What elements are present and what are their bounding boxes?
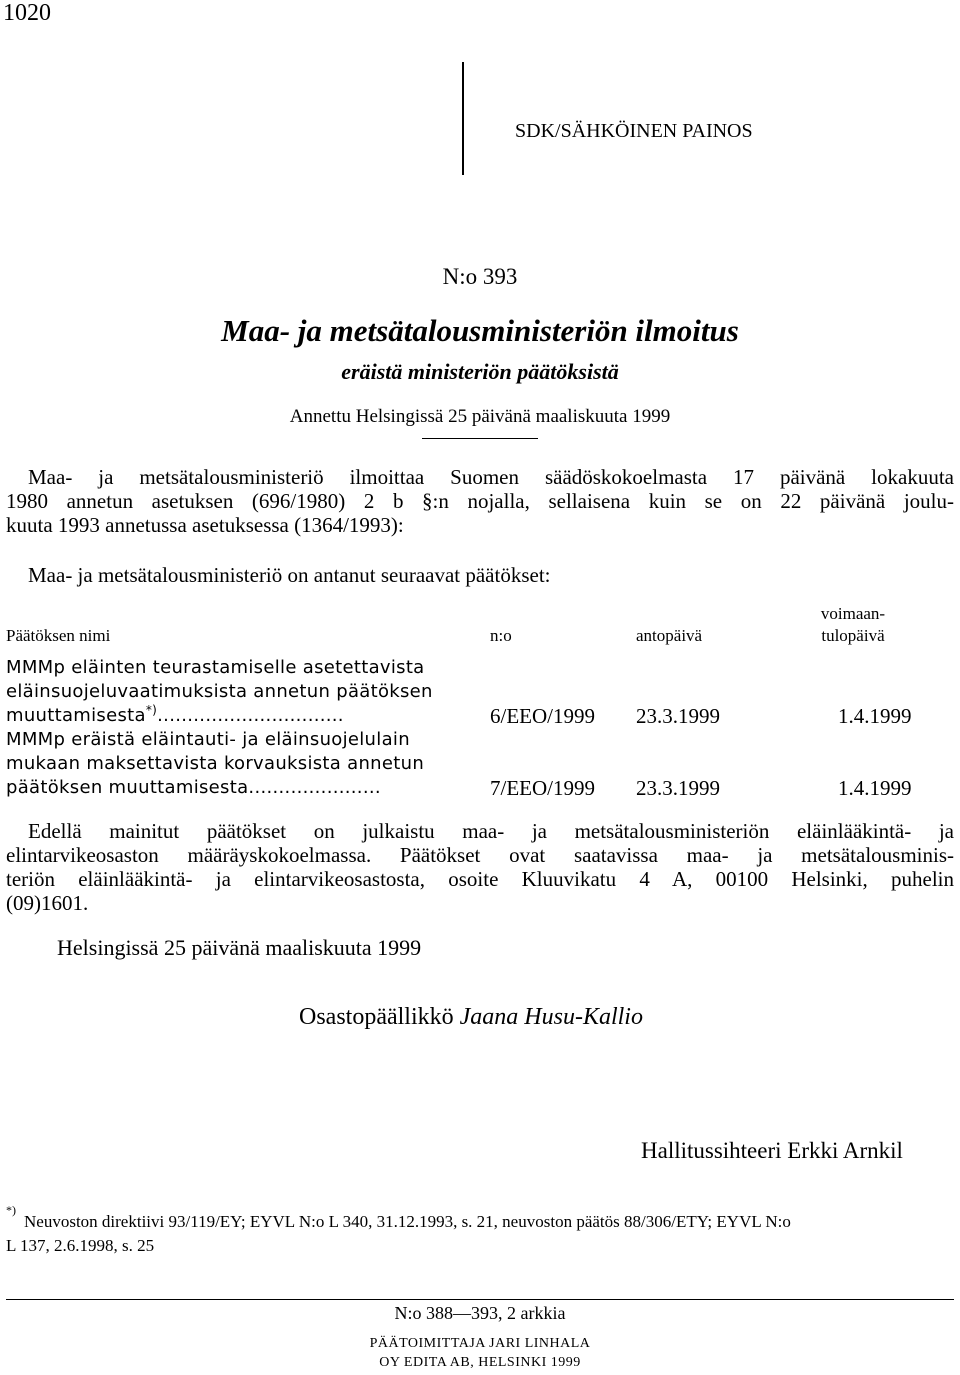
row-name-line: MMMp eläinten teurastamiselle asetettavista [6, 657, 425, 678]
footnote-line: Neuvoston direktiivi 93/119/EY; EYVL N:o L 340, 31.12.1993, s. 21, neuvoston päätös 88/306/ETY; EYVL N:o [24, 1212, 791, 1231]
document-title: Maa- ja metsätalousministeriön ilmoitus [221, 313, 739, 348]
document-subtitle: eräistä ministeriön päätöksistä [341, 359, 619, 384]
given-date: Annettu Helsingissä 25 päivänä maaliskuuta 1999 [289, 406, 671, 427]
row-name-line: muuttamisesta [6, 705, 146, 726]
dot-leader: ............................... [157, 705, 344, 726]
table-header-effective [808, 603, 898, 647]
table-header-name: Päätöksen nimi [6, 626, 111, 645]
row-name-line: päätöksen muuttamisesta [6, 777, 249, 798]
table-row-name [6, 728, 466, 800]
table-header-effective-line2: tulopäivä [821, 626, 885, 645]
closing-paragraph [6, 819, 954, 915]
place-and-date: Helsingissä 25 päivänä maaliskuuta 1999 [57, 935, 422, 960]
footer-rule [6, 1299, 954, 1300]
intro-paragraph [6, 465, 954, 537]
closing-line: Edellä mainitut päätökset on julkaistu maa- ja metsätalousministeriön eläinlääkintä- ja [28, 819, 954, 843]
statute-number: N:o 393 [442, 264, 518, 289]
signatory-title: Osastopäällikkö [299, 1004, 454, 1030]
footnote-mark: *) [6, 1203, 16, 1217]
intro-line: kuuta 1993 annetussa asetuksessa (1364/1993): [6, 513, 404, 537]
title-divider [422, 438, 538, 439]
row-name-line: eläinsuojeluvaatimuksista annetun päätöksen [6, 681, 433, 702]
signature-secondary: Hallitussihteeri Erkki Arnkil [641, 1138, 903, 1163]
intro-line: 1980 annetun asetuksen (696/1980) 2 b §:n nojalla, sellaisena kuin se on 22 päivänä joulu- [6, 489, 954, 513]
printer-line: OY EDITA AB, HELSINKI 1999 [379, 1355, 581, 1370]
table-cell-effective: 1.4.1999 [838, 704, 912, 728]
table-cell-issued: 23.3.1999 [636, 776, 720, 800]
footnote-reference: *) [145, 703, 158, 717]
sheet-info: N:o 388—393, 2 arkkia [394, 1303, 566, 1323]
intro-line: Maa- ja metsätalousministeriö ilmoittaa Suomen säädöskokoelmasta 17 päivänä lokakuuta [28, 465, 954, 489]
table-header-effective-line1: voimaan- [820, 604, 886, 623]
margin-vertical-rule [462, 62, 464, 175]
dot-leader: ...................... [248, 777, 381, 798]
table-header-number: n:o [490, 626, 512, 645]
table-cell-number: 7/EEO/1999 [490, 776, 595, 800]
signature-primary [299, 1004, 643, 1031]
editor-line: PÄÄTOIMITTAJA JARI LINHALA [369, 1336, 591, 1351]
intro-statement [6, 563, 954, 587]
page-number: 1020 [3, 0, 51, 26]
row-name-line: MMMp eräistä eläintauti- ja eläinsuojelulain [6, 729, 410, 750]
signatory-name: Jaana Husu-Kallio [459, 1004, 643, 1030]
row-name-line: mukaan maksettavista korvauksista annetun [6, 753, 425, 774]
edition-label: SDK/SÄHKÖINEN PAINOS [515, 120, 753, 142]
table-cell-number: 6/EEO/1999 [490, 704, 595, 728]
table-row-name [6, 656, 466, 728]
closing-line: elintarvikeosaston määräyskokoelmassa. Päätökset ovat saatavissa maa- ja metsätalousminis- [6, 843, 954, 867]
footnote [6, 1210, 954, 1258]
closing-line: teriön eläinlääkintä- ja elintarvikeosastosta, osoite Kluuvikatu 4 A, 00100 Helsinki, puhelin [6, 867, 954, 891]
footnote-line: L 137, 2.6.1998, s. 25 [6, 1236, 155, 1255]
table-header-issued: antopäivä [636, 626, 703, 645]
closing-line: (09)1601. [6, 891, 89, 915]
table-cell-effective: 1.4.1999 [838, 776, 912, 800]
intro-statement-line: Maa- ja metsätalousministeriö on antanut seuraavat päätökset: [28, 563, 551, 587]
table-cell-issued: 23.3.1999 [636, 704, 720, 728]
